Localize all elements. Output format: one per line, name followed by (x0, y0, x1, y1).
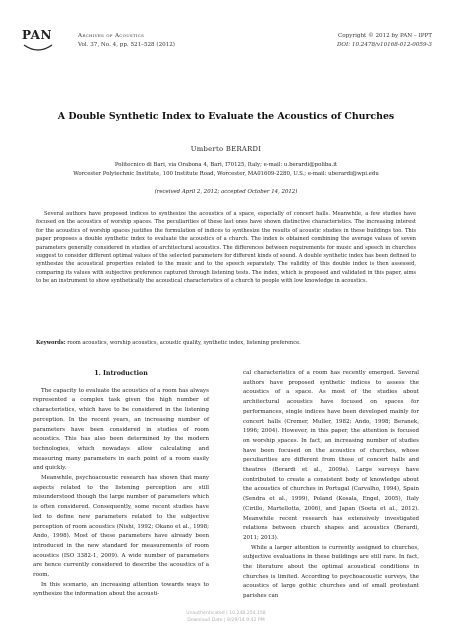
author-name: Umberto BERARDI (190, 145, 262, 153)
watermark-line-1: Unauthenticated | 10.248.254.158 (186, 611, 266, 616)
doi-line: DOI: 10.2478/v10168-012-0059-3 (336, 41, 432, 48)
keywords-label: Keywords: (36, 340, 66, 346)
right-column (243, 369, 419, 602)
watermark-line-2: Download Date | 8/29/14 9:42 PM (187, 617, 265, 623)
copyright-line: Copyright © 2012 by PAN – IPPT (338, 33, 432, 39)
abstract (36, 210, 416, 286)
left-paragraph-2: Meanwhile, psychoacoustic research has shown that many aspects related to the listening perception are still misunderstood though the large number of parameters which is often considered. Consequently, some recent studies have led to define new parameters related to the subjective perception of room acoustics (Nishi, 1992; Okano et al., 1998; Ando, 1998). Most of these parameters have already been introduced in the new standard for measurements of room acoustics (ISO 3382-1, 2009). A wide number of parameters are hence currently considered to describe the acoustics of a room. (33, 475, 209, 579)
affiliation-2: Worcester Polytechnic Institute, 100 Institute Road, Worcester, MA01609-2280, U.S.; e-mail: uberardi@wpi.edu (73, 171, 379, 177)
affiliation-1: Politecnico di Bari, via Orabona 4, Bari, I70125, Italy; e-mail: u.berardi@poliba.it (114, 162, 338, 168)
journal-name: Archives of Acoustics (78, 33, 145, 39)
right-paragraph-1: cal characteristics of a room has recently emerged. Several authors have proposed synthetic indices to assess the acoustics of a space. As most of the studies about architectural acoustics have focused on spaces for performances, single indices have been developed mainly for concert halls (Cremer, Muller, 1982; Ando, 1998; Beranek, 1996; 2004). However, in this paper, the attention is focused on worship spaces. In fact, an increasing number of studies have been focused on the acoustics of churches, whose peculiarities are different from those of concert halls and theatres (Berardi et al., 2009a). Large surveys have contributed to create a consistent body of knowledge about the acoustics of churches in Portugal (Carvalho, 1994), Spain (Sendra et al., 1999), Poland (Kosala, Engel, 2005), Italy (Cirillo, Martellotta, 2006), and Japan (Soeta et al., 2012). Meanwhile recent research has extensively investigated relations between church shapes and acoustics (Berardi, 2011; 2013). (243, 370, 419, 541)
article-dates: (received April 2, 2012; accepted October 14, 2012) (154, 189, 298, 195)
left-paragraph-1: The capacity to evaluate the acoustics of a room has always represented a complex task given the high number of characteristics, which have to be considered in the listening perception. In the recent years, an increasing number of parameters have been considered in studies of room acoustics. This has also been determined by the modern technologies, which nowadays allow calculating and measuring many parameters in each point of a room easily and quickly. (33, 387, 209, 472)
logo-arc-icon (23, 43, 53, 53)
article-title: A Double Synthetic Index to Evaluate the Acoustics of Churches (57, 111, 395, 122)
volume-info: Vol. 37, No. 4, pp. 521–528 (2012) (78, 41, 175, 48)
left-column (33, 369, 209, 600)
left-paragraph-3: In this scenario, an increasing attention towards ways to synthesize the information about the acousti- (33, 581, 209, 598)
keywords-text: room acoustics, worship acoustics, acoustic quality, synthetic index, listening preference. (67, 340, 301, 346)
pan-logo (22, 26, 60, 56)
section-heading: 1. Introduction (94, 370, 148, 377)
copyright-info (337, 32, 432, 49)
logo-text: PAN (22, 28, 52, 42)
abstract-text: Several authors have proposed indices to synthesize the acoustics of a space, especially of concert halls. Meanwhile, a few studies have focused on the acoustics of worship spaces. The peculiarities of these last ones have shown distinctive characteristics. The increasing interest for the acoustics of worship spaces justifies the formulation of indices to synthesize the results of acoustic studies in these buildings too. This paper proposes a double synthetic index to evaluate the acoustics of a church. The index is obtained combining the average values of seven parameters generally considered in studies of architectural acoustics. The differences between requirements for music and speech in churches suggest to consider different optimal values of the selected parameters for different kinds of sound. A double synthetic index has been defined to synthesize the acoustical properties related to the music and to the speech separately. The validity of this double index is then assessed, comparing its values with subjective preference captured through listening tests. The index, which is proposed and validated in this paper, aims to be an instrument to show synthetically the acoustical characteristics of a church to people with low knowledge in acoustics. (36, 211, 416, 285)
keywords (36, 340, 416, 346)
journal-info (78, 32, 175, 49)
download-watermark (0, 611, 452, 624)
right-paragraph-2: While a larger attention is currently assigned to churches, subjective evaluations in these buildings are still rare. In fact, the literature about the optimal acoustical conditions in churches is limited. According to psychoacoustic surveys, the acoustics of large gothic churches and of small protestant parishes can (243, 544, 419, 600)
page-header (22, 26, 432, 58)
